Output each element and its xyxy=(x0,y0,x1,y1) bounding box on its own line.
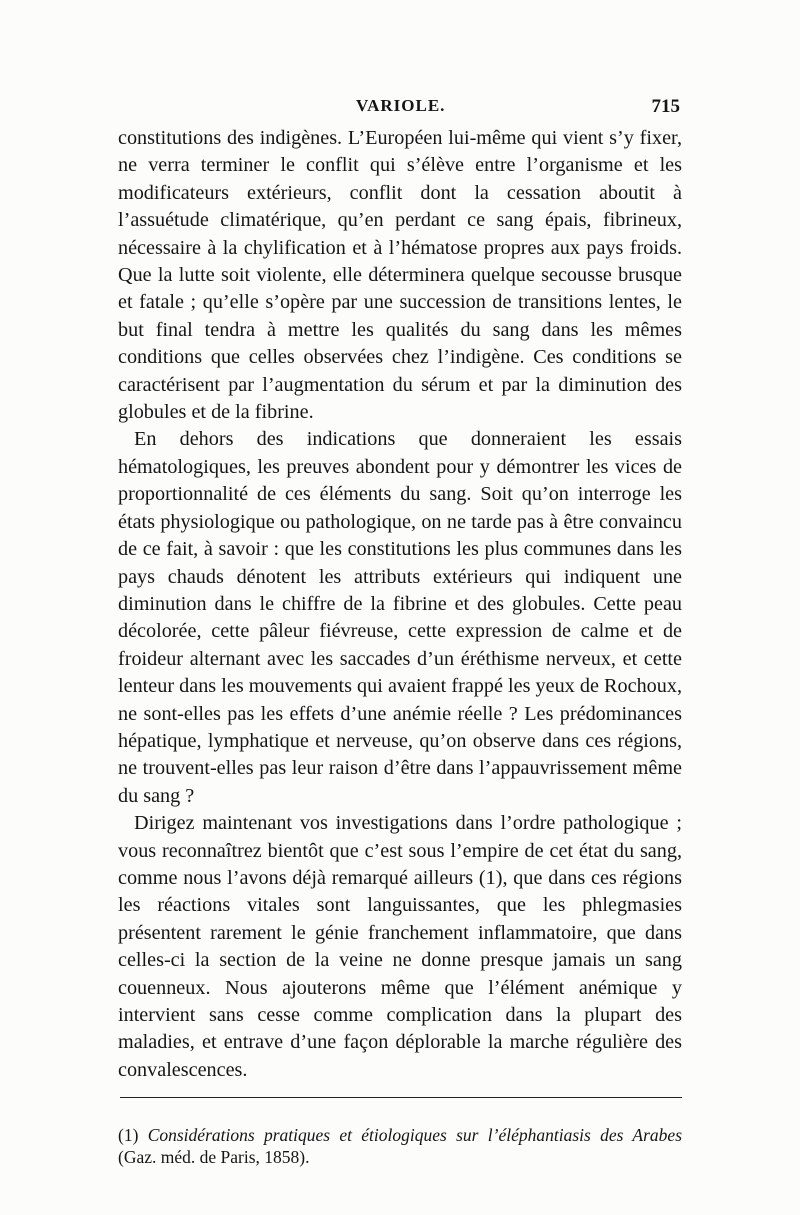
paragraph-3: Dirigez maintenant vos investigations dans l’ordre pathologique ; vous reconnaîtrez bientôt que c’est sous l’empire de cet état du sang, comme nous l’avons déjà remarqué ailleurs (1), que dans ces régions les réactions vitales sont languissantes, que les phlegmasies présentent rarement le génie franchement inflammatoire, que dans celles-ci la section de la veine ne donne presque jamais un sang couenneux. Nous ajouterons même que l’élément anémique y intervient sans cesse comme complication dans la plupart des maladies, et entrave d’une façon déplorable la marche régulière des convalescences. xyxy=(118,812,682,1081)
paragraph-2: En dehors des indications que donneraient les essais hématologiques, les preuves abondent pour y démontrer les vices de proportionnalité de ces éléments du sang. Soit qu’on interroge les états physiologique ou pathologique, on ne tarde pas à être convaincu de ce fait, à savoir : que les constitutions les plus communes dans les pays chauds dénotent les attributs extérieurs qui indiquent une diminution dans le chiffre de la fibrine et des globules. Cette peau décolorée, cette pâleur fiévreuse, cette expression de calme et de froideur alternant avec les saccades d’un éréthisme nerveux, et cette lenteur dans les mouvements qui avaient frappé les yeux de Rochoux, ne sont-elles pas les effets d’une anémie réelle ? Les prédominances hépatique, lymphatique et nerveuse, qu’on observe dans ces régions, ne trouvent-elles pas leur raison d’être dans l’appauvrissement même du sang ? xyxy=(118,428,682,807)
footnote-title: Considérations pratiques et étiologiques sur l’éléphantiasis des Arabes xyxy=(147,1125,682,1145)
footnote xyxy=(118,1124,682,1168)
page-number: 715 xyxy=(651,96,680,117)
paragraph-1: constitutions des indigènes. L’Européen lui-même qui vient s’y fixer, ne verra terminer le conflit qui s’élève entre l’organisme et les modificateurs extérieurs, conflit dont la cessation aboutit à l’assuétude climatérique, qu’en perdant ce sang épais, fibrineux, nécessaire à la chylification et à l’hématose propres aux pays froids. Que la lutte soit violente, elle déterminera quelque secousse brusque et fatale ; qu’elle s’opère par une succession de transitions lentes, le but final tendra à mettre les qualités du sang dans les mêmes conditions que celles observées chez l’indigène. Ces conditions se caractérisent par l’augmentation du sérum et par la diminution des globules et de la fibrine. xyxy=(118,127,682,424)
running-head xyxy=(118,96,680,120)
running-title: VARIOLE. xyxy=(356,96,446,115)
footnote-rule xyxy=(120,1097,682,1098)
footnote-marker: (1) xyxy=(118,1125,139,1145)
footnote-source: (Gaz. méd. de Paris, 1858). xyxy=(118,1147,310,1167)
body-text xyxy=(118,125,682,1084)
